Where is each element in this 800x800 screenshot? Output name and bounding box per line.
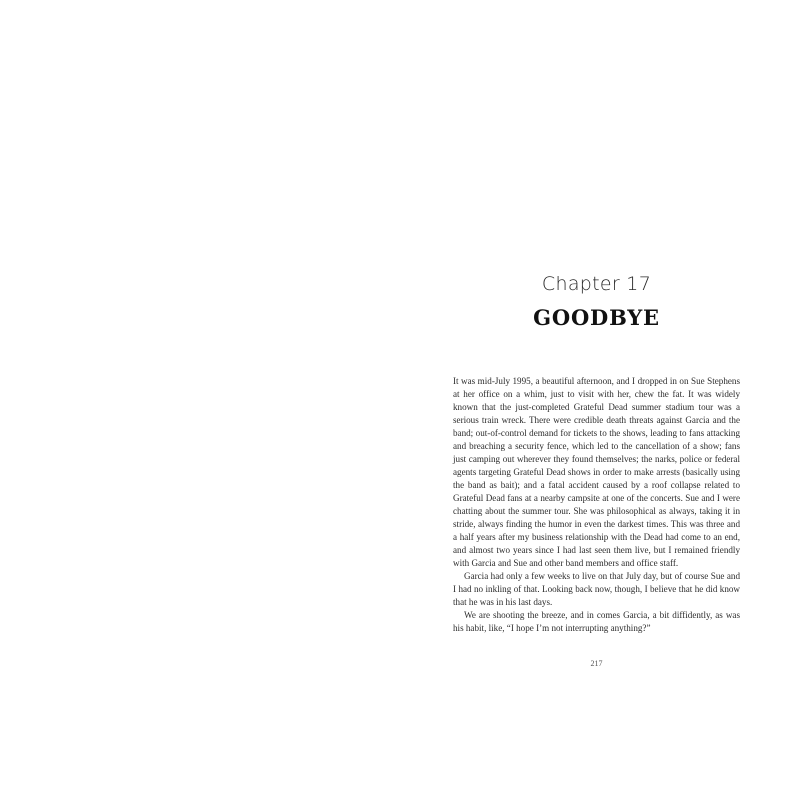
page-number: 217 bbox=[590, 659, 603, 668]
paragraph: Garcia had only a few weeks to live on that July day, but of course Sue and I had no inkling of that. Looking back now, though, I believe that he did know that he was in his last days. bbox=[453, 571, 740, 607]
chapter-body bbox=[453, 375, 740, 635]
paragraph: It was mid-July 1995, a beautiful afternoon, and I dropped in on Sue Stephens at her office on a whim, just to visit with her, chew the fat. It was widely known that the just-completed Grateful Dead summer stadium tour was a serious train wreck. There were credible death threats against Garcia and the band; out-of-control demand for tickets to the shows, leading to fans attacking and breaching a security fence, which led to the cancellation of a show; fans just camping out wherever they found themselves; the narks, police or federal agents targeting Grateful Dead shows in order to make arrests (basically using the band as bait); and a fatal accident caused by a roof collapse related to Grateful Dead fans at a nearby campsite at one of the concerts. Sue and I were chatting about the summer tour. She was philosophical as always, taking it in stride, always finding the humor in even the darkest times. This was three and a half years after my business relationship with the Dead had come to an end, and almost two years since I had last seen them live, but I remained friendly with Garcia and Sue and other band members and office staff. bbox=[453, 376, 740, 568]
chapter-title: GOODBYE bbox=[533, 305, 660, 330]
chapter-number: Chapter 17 bbox=[541, 273, 652, 295]
paragraph: We are shooting the breeze, and in comes Garcia, a bit diffidently, as was his habit, like, “I hope I’m not interrupting anything?” bbox=[453, 610, 740, 633]
